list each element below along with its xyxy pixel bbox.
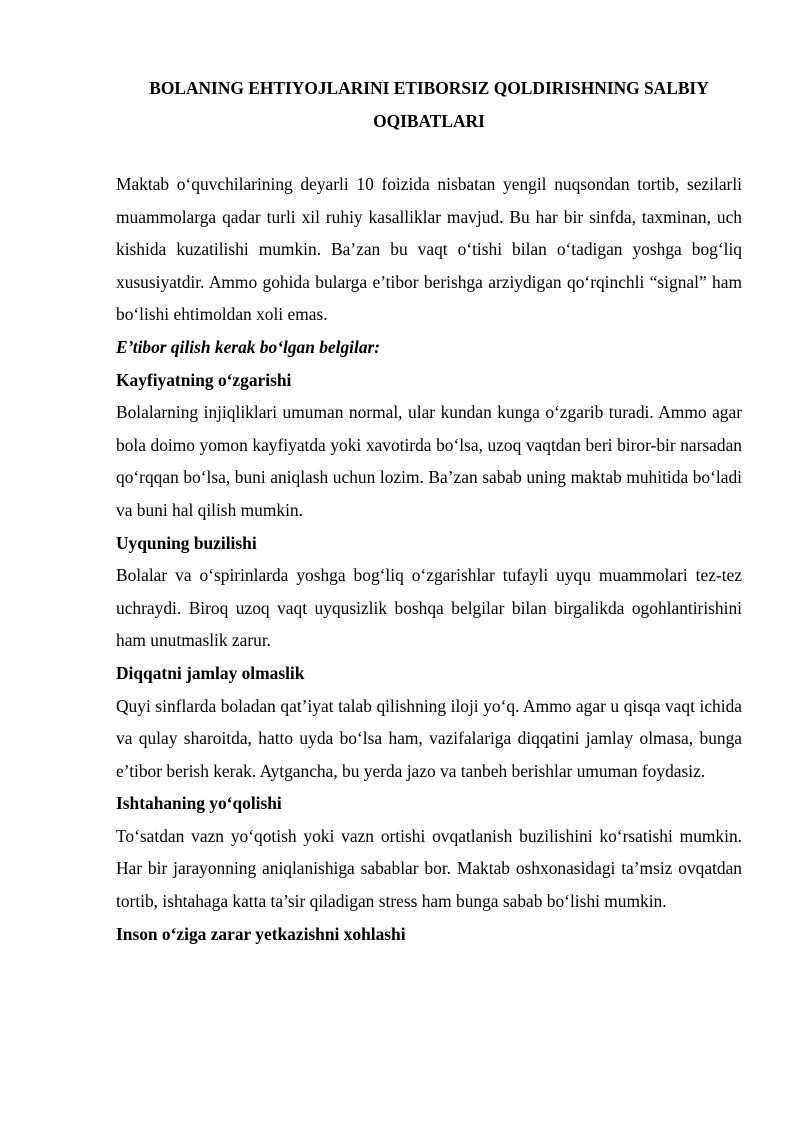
section-heading-appetite: Ishtahaning yo‘qolishi — [116, 793, 282, 814]
section-body-mood: Bolalarning injiqliklari umuman normal, ular kundan kunga o‘zgarib turadi. Ammo agar bola doimo yomon kayfiyatda yoki xavotirda bo‘lsa, uzoq vaqtdan beri biror-bir narsadan qo‘rqqan bo‘lsa, buni aniqlash uchun lozim. Ba’zan sabab uning maktab muhitida bo‘ladi va buni hal qilish mumkin. — [116, 402, 742, 520]
document-title: BOLANING EHTIYOJLARINI ETIBORSIZ QOLDIRISHNING SALBIY OQIBATLARI — [149, 78, 709, 131]
section-heading-attention: Diqqatni jamlay olmaslik — [116, 662, 305, 683]
signs-heading: E’tibor qilish kerak bo‘lgan belgilar: — [116, 336, 381, 357]
section-body-attention: Quyi sinflarda boladan qat’iyat talab qilishning iloji yo‘q. Ammo agar u qisqa vaqt ichida va qulay sharoitda, hatto uyda bo‘lsa ham, vazifalariga diqqatini jamlay olmasa, bunga e’tibor berish kerak. Aytgancha, bu yerda jazo va tanbeh berishlar umuman foydasiz. — [116, 695, 742, 781]
document-body — [116, 168, 742, 950]
intro-paragraph: Maktab o‘quvchilarining deyarli 10 foizida nisbatan yengil nuqsondan tortib, sezilarli muammolarga qadar turli xil ruhiy kasalliklar mavjud. Bu har bir sinfda, taxminan, uch kishida kuzatilishi mumkin. Ba’zan bu vaqt o‘tishi bilan o‘tadigan yoshga bog‘liq xususiyatdir. Ammo gohida bularga e’tibor berishga arziydigan qo‘rqinchli “signal” ham bo‘lishi ehtimoldan xoli emas. — [116, 174, 742, 325]
section-heading-self-harm: Inson o‘ziga zarar yetkazishni xohlashi — [116, 923, 406, 944]
section-body-appetite: To‘satdan vazn yo‘qotish yoki vazn ortishi ovqatlanish buzilishini ko‘rsatishi mumkin. Har bir jarayonning aniqlanishiga sabablar bor. Maktab oshxonasidagi ta’msiz ovqatdan tortib, ishtahaga katta ta’sir qiladigan stress ham bunga sabab bo‘lishi mumkin. — [116, 825, 742, 912]
section-heading-mood: Kayfiyatning o‘zgarishi — [116, 369, 292, 390]
section-body-sleep: Bolalar va o‘spirinlarda yoshga bog‘liq o‘zgarishlar tufayli uyqu muammolari tez-tez uchraydi. Biroq uzoq vaqt uyqusizlik boshqa belgilar bilan birgalikda ogohlantirishini ham unutmaslik zarur. — [116, 565, 742, 651]
section-heading-sleep: Uyquning buzilishi — [116, 532, 257, 553]
